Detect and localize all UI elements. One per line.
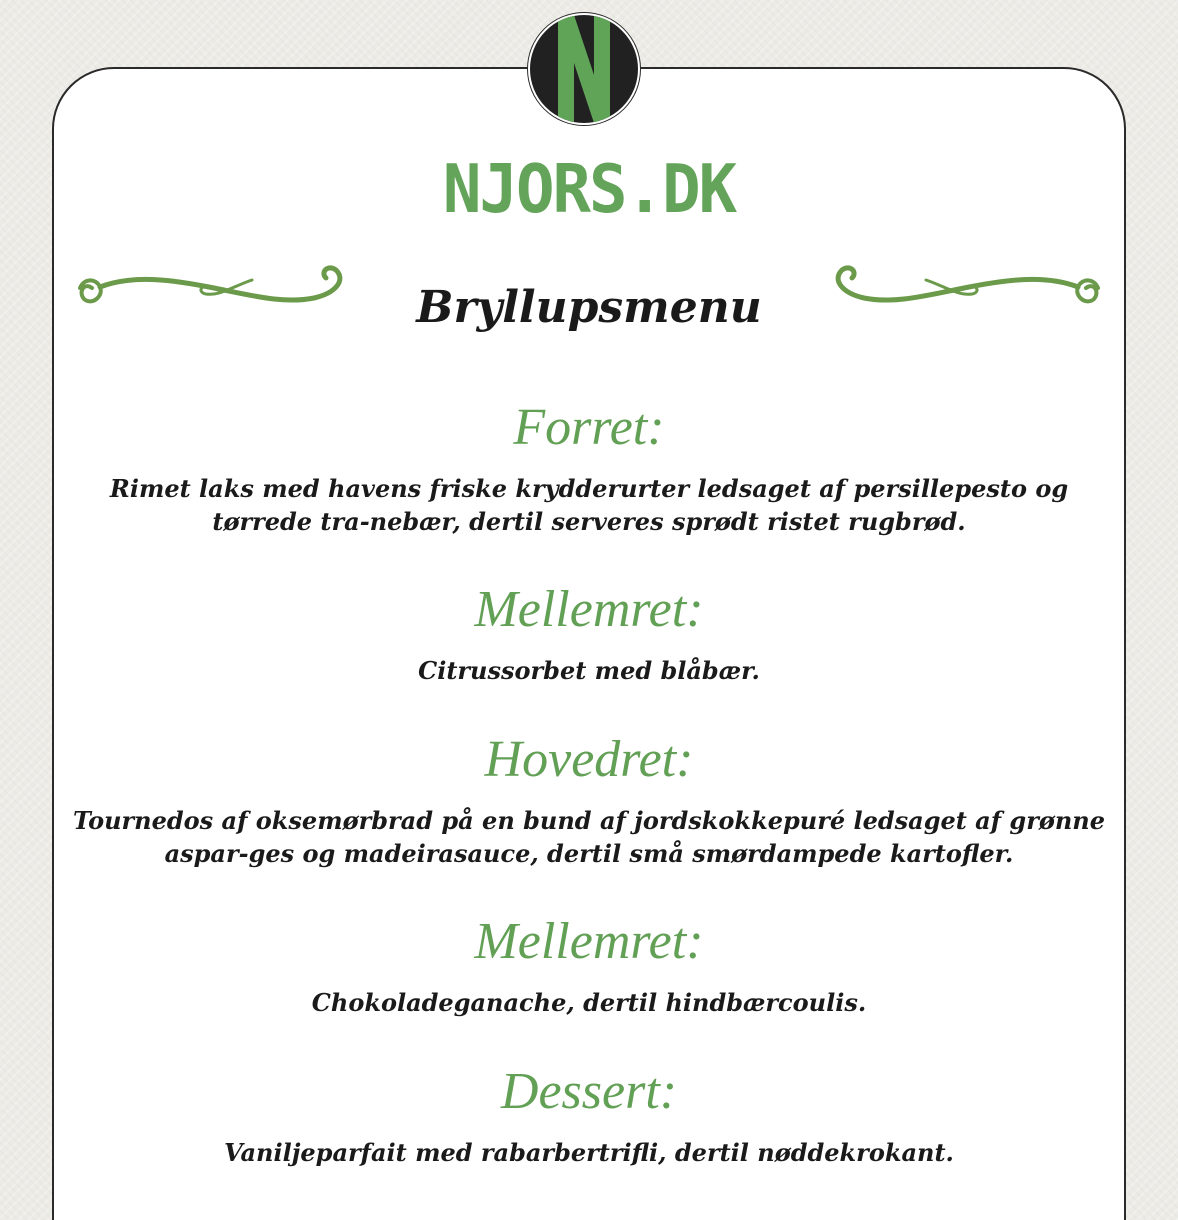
course-description-mellemret-2: Chokoladeganache, dertil hindbærcoulis. <box>311 988 867 1017</box>
course-heading-mellemret-2: Mellemret: <box>474 913 704 970</box>
course-heading-hovedret: Hovedret: <box>484 731 694 788</box>
course-heading-dessert: Dessert: <box>500 1063 678 1120</box>
course-description-mellemret-1: Citrussorbet med blåbær. <box>418 656 760 685</box>
course-description-hovedret: Tournedos af oksemørbrad på en bund af jordskokkepuré ledsaget af grønne aspar-ges og madeirasauce, dertil små smørdampede kartofler. <box>72 806 1106 868</box>
course-description-dessert: Vaniljeparfait med rabarbertrifli, dertil nøddekrokant. <box>224 1138 954 1167</box>
njors-logo-icon[interactable] <box>528 13 640 125</box>
brand-name[interactable]: NJORS.DK <box>442 151 736 229</box>
course-heading-mellemret-1: Mellemret: <box>474 581 704 638</box>
course-description-forret: Rimet laks med havens friske krydderurter ledsaget af persillepesto og tørrede tra-nebær, dertil serveres sprødt ristet rugbrød. <box>109 474 1069 536</box>
course-heading-forret: Forret: <box>513 399 665 456</box>
menu-card <box>52 67 1126 1220</box>
menu-title: Bryllupsmenu <box>416 282 762 333</box>
